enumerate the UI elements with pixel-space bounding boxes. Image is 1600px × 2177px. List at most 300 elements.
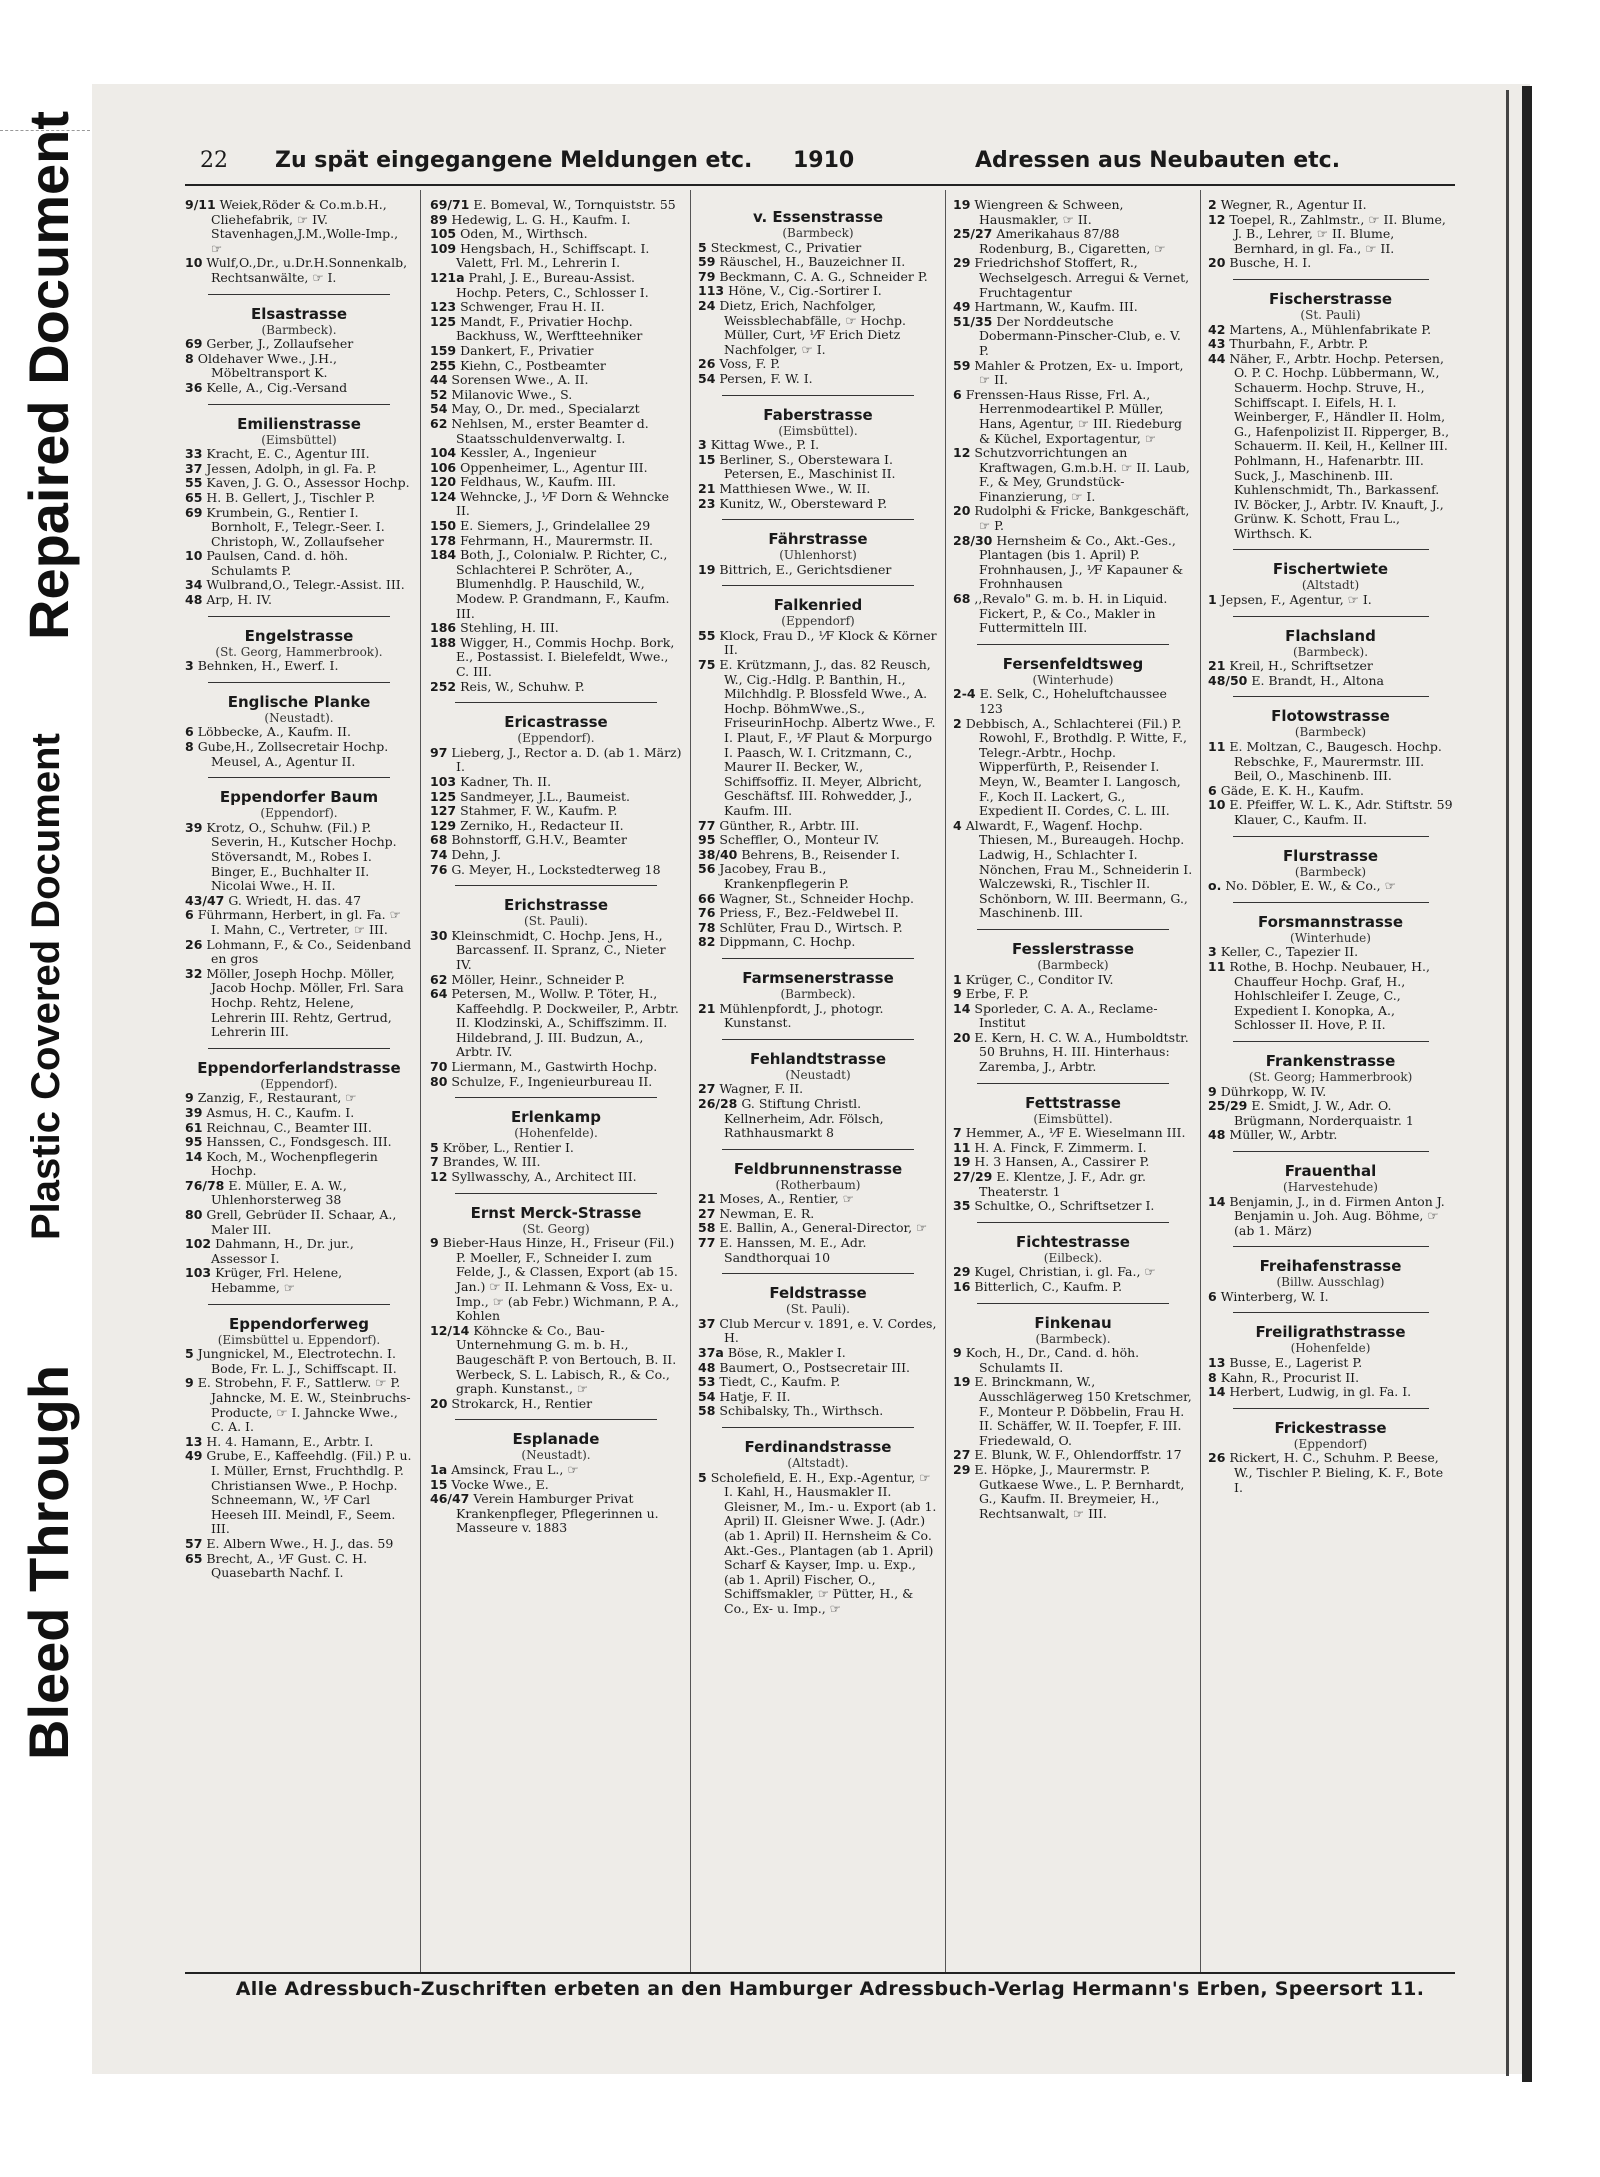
- address-entry: [1208, 1356, 1453, 1371]
- resident-text: Dührkopp, W. IV.: [1220, 1083, 1327, 1099]
- resident-text: E. Siemers, J., Grindelallee 29: [460, 518, 651, 534]
- section-rule: [208, 294, 390, 295]
- address-entry: [185, 908, 413, 937]
- address-entry: [185, 659, 413, 674]
- house-number: 3: [1208, 944, 1217, 960]
- house-number: 19: [953, 1374, 971, 1390]
- resident-text: Martens, A., Mühlenfabrikate P.: [1229, 321, 1432, 337]
- resident-text: Matthiesen Wwe., W. II.: [719, 480, 871, 496]
- house-number: 9: [953, 1345, 962, 1361]
- address-entry: [185, 352, 413, 381]
- address-entry: [185, 1376, 413, 1434]
- address-entry: [698, 1317, 938, 1346]
- house-number: 70: [430, 1059, 448, 1075]
- house-number: 58: [698, 1220, 716, 1236]
- resident-text: Koch, M., Wochenpflegerin Hochp.: [206, 1148, 378, 1179]
- street-heading: Emilienstrasse: [237, 414, 361, 433]
- house-number: 188: [430, 634, 457, 650]
- house-number: 5: [698, 239, 707, 255]
- resident-text: Reichnau, C., Beamter III.: [206, 1119, 372, 1135]
- address-entry: [698, 1002, 938, 1031]
- house-number: 184: [430, 547, 457, 563]
- house-number: 26: [1208, 1450, 1226, 1466]
- address-entry: [953, 446, 1193, 504]
- resident-text: Scheffler, O., Monteur IV.: [719, 832, 880, 848]
- address-entry: [1208, 659, 1453, 674]
- address-entry: [698, 1390, 938, 1405]
- resident-text: Hatje, F. II.: [719, 1388, 791, 1404]
- address-entry: [953, 300, 1193, 315]
- address-entry: [185, 1106, 413, 1121]
- address-entry: [430, 461, 682, 476]
- house-number: 9: [185, 1090, 194, 1106]
- district-label: (Altstadt): [1301, 578, 1360, 593]
- resident-text: Debbisch, A., Schlachterei (Fil.) P. Rowohl, F., Brothdlg. P. Witte, F., Telegr.-Arbtr., Hochp. Wipperfürth, P., Reisender I. Meyn, W., Beamter I. Langosch, F., Koch II. Lackert, G., Expedient II. Cordes, C. L. III.: [965, 715, 1188, 819]
- resident-text: Wigger, H., Commis Hochp. Bork, E., Postassist. I. Bielefeldt, Wwe., C. III.: [456, 634, 675, 679]
- house-number: 43: [1208, 336, 1226, 352]
- street-heading: Fährstrasse: [768, 530, 868, 549]
- house-number: o.: [1208, 878, 1222, 894]
- resident-text: Hartmann, W., Kaufm. III.: [974, 299, 1138, 315]
- house-number: 64: [430, 986, 448, 1002]
- address-entry: [953, 1448, 1193, 1463]
- resident-text: Nehlsen, M., erster Beamter d. Staatsschuldenverwaltg. I.: [451, 415, 649, 446]
- address-entry: [185, 1150, 413, 1179]
- house-number: 113: [698, 283, 725, 299]
- house-number: 6: [953, 386, 962, 402]
- address-entry: [185, 462, 413, 477]
- resident-text: Kaven, J. G. O., Assessor Hochp.: [206, 475, 410, 491]
- house-number: 10: [1208, 797, 1226, 813]
- resident-text: Gube,H., Zollsecretair Hochp. Meusel, A., Agentur II.: [197, 739, 389, 769]
- street-heading: Feldstrasse: [769, 1284, 867, 1303]
- street-heading: Falkenried: [773, 596, 863, 615]
- address-entry: [698, 438, 938, 453]
- address-entry: [430, 548, 682, 621]
- house-number: 97: [430, 744, 448, 760]
- address-entry: [698, 482, 938, 497]
- address-entry: [953, 1346, 1193, 1375]
- resident-text: Persen, F. W. I.: [719, 370, 813, 386]
- address-entry: [185, 1552, 413, 1581]
- address-entry: [185, 1135, 413, 1150]
- resident-text: Wiengreen & Schween, Hausmakler, ☞ II.: [974, 198, 1124, 227]
- resident-text: Lohmann, F., & Co., Seidenband en gros: [206, 936, 412, 967]
- resident-text: Näher, F., Arbtr. Hochp. Petersen, O. P. C. Hochp. Lübbermann, W., Schauerm. Hochp. Struve, H., Schiffscapt. I. Eifels, H. I. Weinberger, F., Händler II. Holm, G., Hafenpolizist II. Ripperger, B., Schauerm. II. Keil, H., Kellner III. Pohlmann, H., Hafenarbtr. III. Suck, J., Maschinenb. III. Kuhlenschmidt, Th., Barkassenf. IV. Böcker, J., Arbtr. IV. Knauft, J., Grünw. K. Schott, Frau L., Wirthsch. K.: [1229, 350, 1450, 541]
- district-label: (Barmbeck).: [780, 986, 856, 1001]
- resident-text: E. Strobehn, F. F., Sattlerw. ☞ P. Jahncke, M. E. W., Steinbruchs-Producte, ☞ I. Jahncke Wwe., C. A. I.: [197, 1375, 411, 1435]
- resident-text: Beckmann, C. A. G., Schneider P.: [719, 268, 928, 284]
- house-number: 74: [430, 846, 448, 862]
- resident-text: E. Brandt, H., Altona: [1251, 672, 1384, 688]
- house-number: 103: [185, 1265, 212, 1281]
- house-number: 12: [1208, 211, 1226, 227]
- plastic-covered-label: Plastic Covered Document: [24, 733, 68, 1240]
- address-entry: [430, 1170, 682, 1185]
- house-number: 15: [430, 1476, 448, 1492]
- house-number: 102: [185, 1236, 212, 1252]
- section-rule: [1233, 1151, 1429, 1152]
- house-number: 5: [185, 1346, 194, 1362]
- resident-text: E. Höpke, J., Maurermstr. P. Gutkaese Wwe., L. P. Bernhardt, G., Kaufm. II. Breymeier, H., Rechtsanwalt, ☞ III.: [974, 1461, 1185, 1521]
- house-number: 52: [430, 386, 448, 402]
- house-number: 20: [953, 1029, 971, 1045]
- address-entry: [698, 357, 938, 372]
- house-number: 6: [185, 907, 194, 923]
- address-entry: [1208, 1290, 1453, 1305]
- house-number: 79: [698, 268, 716, 284]
- resident-text: Schultke, O., Schriftsetzer I.: [974, 1198, 1155, 1214]
- address-entry: [430, 300, 682, 315]
- resident-text: Müller, W., Arbtr.: [1229, 1127, 1338, 1143]
- district-label: (Uhlenhorst): [779, 548, 857, 563]
- resident-text: E. Brinckmann, W., Ausschlägerweg 150 Kretschmer, F., Monteur P. Döbbelin, Frau H. II. Schäffer, W. II. Toepfer, F. III. Friedewald, O.: [974, 1374, 1192, 1448]
- house-number: 44: [430, 372, 448, 388]
- section-rule: [977, 1222, 1169, 1223]
- address-entry: [185, 1179, 413, 1208]
- address-entry: [698, 1471, 938, 1617]
- resident-text: Dehn, J.: [451, 846, 501, 862]
- district-label: (Eimsbüttel).: [778, 423, 858, 438]
- district-label: (Neustadt).: [264, 710, 334, 725]
- house-number: 57: [185, 1535, 203, 1551]
- house-number: 5: [698, 1469, 707, 1485]
- house-number: 29: [953, 1461, 971, 1477]
- header-rule: [185, 184, 1455, 186]
- district-label: (Eilbeck).: [1043, 1250, 1103, 1265]
- district-label: (Eimsbüttel u. Eppendorf).: [217, 1332, 381, 1347]
- street-heading: Finkenau: [1034, 1313, 1112, 1332]
- resident-text: Wegner, R., Agentur II.: [1220, 198, 1367, 212]
- address-entry: [1208, 352, 1453, 542]
- address-entry: [698, 563, 938, 578]
- resident-text: E. Smidt, J. W., Adr. O. Brügmann, Norderquaistr. 1: [1234, 1098, 1414, 1128]
- section-rule: [455, 702, 657, 703]
- house-number: 7: [953, 1125, 962, 1141]
- address-entry: [430, 1492, 682, 1536]
- house-number: 9: [185, 1375, 194, 1391]
- address-entry: [698, 848, 938, 863]
- resident-text: Kiehn, C., Postbeamter: [460, 357, 606, 373]
- section-rule: [977, 1083, 1169, 1084]
- address-entry: [430, 213, 682, 228]
- house-number: 9: [953, 986, 962, 1002]
- address-entry: [430, 929, 682, 973]
- address-entry: [430, 1060, 682, 1075]
- section-rule: [722, 1427, 914, 1428]
- resident-text: Kunitz, W., Obersteward P.: [719, 495, 888, 511]
- section-rule: [1233, 1312, 1429, 1313]
- address-entry: [430, 198, 682, 213]
- resident-text: E. Hanssen, M. E., Adr. Sandthorquai 10: [719, 1235, 867, 1265]
- address-entry: [1208, 213, 1453, 257]
- resident-text: Petersen, M., Wollw. P. Töter, H., Kaffeehdlg. P. Dockweiler, P., Arbtr. II. Klodzinski, A., Schiffszimm. II. Hildebrand, J. III. Budzun, A., Arbtr. IV.: [451, 986, 679, 1060]
- house-number: 9: [1208, 1083, 1217, 1099]
- resident-text: May, O., Dr. med., Specialarzt: [451, 401, 640, 417]
- resident-text: Rothe, B. Hochp. Neubauer, H., Chauffeur Hochp. Graf, H., Hohlschleifer I. Zeuge, C., Expedient I. Konopka, A., Schlosser II. Hove, P. II.: [1229, 958, 1431, 1033]
- house-number: 2: [1208, 198, 1217, 212]
- resident-text: Asmus, H. C., Kaufm. I.: [206, 1104, 355, 1120]
- section-rule: [208, 777, 390, 778]
- resident-text: Kadner, Th. II.: [460, 773, 552, 789]
- house-number: 26: [185, 936, 203, 952]
- district-label: (Barmbeck).: [1035, 1331, 1111, 1346]
- address-entry: [698, 935, 938, 950]
- resident-text: Lieberg, J., Rector a. D. (ab 1. März) I.: [451, 744, 682, 775]
- resident-text: Schwenger, Frau H. II.: [460, 299, 605, 315]
- resident-text: E. Müller, E. A. W., Uhlenhorsterweg 38: [211, 1177, 347, 1208]
- resident-text: Stehling, H. III.: [460, 620, 559, 636]
- house-number: 26: [698, 356, 716, 372]
- resident-text: Bitterlich, C., Kaufm. P.: [974, 1279, 1123, 1294]
- resident-text: Club Mercur v. 1891, e. V. Cordes, H.: [719, 1315, 937, 1346]
- house-number: 53: [698, 1374, 716, 1390]
- resident-text: H. A. Finck, F. Zimmerm. I.: [974, 1139, 1147, 1155]
- house-number: 11: [1208, 739, 1226, 755]
- street-heading: Fersenfeldtsweg: [1002, 654, 1144, 673]
- house-number: 24: [698, 297, 716, 313]
- resident-text: Koch, H., Dr., Cand. d. höh. Schulamts II.: [965, 1345, 1140, 1375]
- bleed-through-label: Bleed Through: [17, 1364, 80, 1760]
- address-entry: [185, 1537, 413, 1552]
- resident-text: Vocke Wwe., E.: [451, 1476, 549, 1492]
- resident-text: Gerber, J., Zollaufseher: [206, 336, 354, 352]
- address-entry: [953, 687, 1193, 716]
- address-entry: [1208, 337, 1453, 352]
- district-label: (Neustadt): [785, 1067, 851, 1082]
- resident-text: Fehrmann, H., Maurermstr. II.: [460, 532, 654, 548]
- district-label: (Eppendorf).: [517, 731, 595, 746]
- house-number: 109: [430, 240, 457, 256]
- address-entry: [185, 256, 413, 285]
- address-entry: [1208, 593, 1453, 608]
- address-entry: [430, 1324, 682, 1397]
- house-number: 125: [430, 788, 457, 804]
- address-entry: [698, 862, 938, 891]
- house-number: 68: [953, 591, 971, 607]
- district-label: (Barmbeck).: [261, 322, 337, 337]
- address-entry: [430, 1397, 682, 1412]
- resident-text: Günther, R., Arbtr. III.: [719, 817, 860, 833]
- column-divider: [1200, 190, 1201, 1972]
- page-edge-mark: [0, 130, 90, 131]
- resident-text: Kreil, H., Schriftsetzer: [1229, 658, 1373, 674]
- house-number: 69/71: [430, 198, 470, 212]
- address-entry: [698, 1404, 938, 1419]
- address-entry: [430, 388, 682, 403]
- district-label: (Barmbeck): [1294, 864, 1367, 879]
- house-number: 8: [1208, 1369, 1217, 1385]
- address-entry: [430, 475, 682, 490]
- address-entry: [430, 1478, 682, 1493]
- address-entry: [698, 1346, 938, 1361]
- resident-text: Hernsheim & Co., Akt.-Ges., Plantagen (bis 1. April) P. Frohnhausen, J., ⅟F Kapauner & Frohnhausen: [979, 532, 1184, 592]
- house-number: 54: [430, 401, 448, 417]
- house-number: 14: [1208, 1384, 1226, 1400]
- resident-text: Oppenheimer, L., Agentur III.: [460, 459, 648, 475]
- resident-text: Köhncke & Co., Bau-Unternehmung G. m. b. H., Baugeschäft P. von Bertouch, B. II. Werbeck, S. L. Labisch, R., & Co., graph. Kunstanst., ☞: [456, 1322, 677, 1397]
- scan-annotation-sidebar: [0, 0, 88, 2177]
- house-number: 6: [1208, 1288, 1217, 1304]
- address-entry: [953, 1199, 1193, 1214]
- house-number: 21: [698, 1191, 716, 1207]
- address-entry: [430, 534, 682, 549]
- house-number: 19: [953, 198, 971, 212]
- resident-text: H. B. Gellert, J., Tischler P.: [206, 489, 376, 505]
- district-label: (Eppendorf).: [260, 1076, 338, 1091]
- street-heading: Englische Planke: [227, 692, 371, 711]
- page-header: [185, 148, 1455, 182]
- house-number: 3: [698, 437, 707, 453]
- house-number: 62: [430, 971, 448, 987]
- house-number: 121a: [430, 269, 465, 285]
- district-label: (Harvestehude): [1283, 1179, 1378, 1194]
- address-entry: [1208, 1128, 1453, 1143]
- house-number: 29: [953, 1264, 971, 1280]
- house-number: 27: [953, 1447, 971, 1463]
- house-number: 159: [430, 342, 457, 358]
- house-number: 15: [698, 451, 716, 467]
- section-rule: [722, 1273, 914, 1274]
- section-rule: [455, 1193, 657, 1194]
- house-number: 58: [698, 1403, 716, 1419]
- house-number: 27: [698, 1205, 716, 1221]
- address-entry: [430, 973, 682, 988]
- directory-column-3: [698, 198, 938, 1968]
- page-footer: Alle Adressbuch-Zuschriften erbeten an den Hamburger Adressbuch-Verlag Hermann's Erben, Speersort 11.: [235, 1978, 1425, 2000]
- resident-text: Toepel, R., Zahlmstr., ☞ II. Blume, J. B., Lehrer, ☞ II. Blume, Bernhard, in gl. Fa., ☞ II.: [1229, 211, 1446, 256]
- resident-text: Krotz, O., Schuhw. (Fil.) P. Severin, H., Kutscher Hochp. Stöversandt, M., Robes I. Binger, E., Buchhalter II. Nicolai Wwe., H. II.: [206, 819, 397, 894]
- address-entry: [953, 1280, 1193, 1295]
- address-entry: [430, 1155, 682, 1170]
- house-number: 104: [430, 445, 457, 461]
- district-label: (Eppendorf): [1293, 1436, 1368, 1451]
- address-entry: [185, 506, 413, 550]
- street-heading: Eppendorfer Baum: [219, 788, 379, 807]
- address-entry: [430, 1141, 682, 1156]
- resident-text: Berliner, S., Oberstewara I. Petersen, E., Maschinist II.: [719, 451, 896, 482]
- district-label: (Hohenfelde): [1290, 1341, 1371, 1356]
- resident-text: E. Ballin, A., General-Director, ☞: [719, 1220, 928, 1236]
- street-heading: Frickestrasse: [1274, 1418, 1387, 1437]
- house-number: 55: [698, 627, 716, 643]
- house-number: 28/30: [953, 532, 993, 548]
- house-number: 62: [430, 415, 448, 431]
- house-number: 19: [698, 561, 716, 577]
- resident-text: Mahler & Protzen, Ex- u. Import, ☞ II.: [974, 357, 1184, 388]
- resident-text: E. Selk, C., Hoheluftchaussee 123: [979, 686, 1167, 716]
- street-heading: Esplanade: [512, 1430, 600, 1449]
- resident-text: Brecht, A., ⅟F Gust. C. H. Quasebarth Nachf. I.: [206, 1550, 368, 1581]
- house-number: 8: [185, 739, 194, 755]
- resident-text: H. 3 Hansen, A., Cassirer P.: [974, 1154, 1150, 1170]
- house-number: 34: [185, 577, 203, 593]
- section-rule: [1233, 1246, 1429, 1247]
- resident-text: Thurbahn, F., Arbtr. P.: [1229, 336, 1369, 352]
- resident-text: Schulze, F., Ingenieurbureau II.: [451, 1073, 653, 1089]
- resident-text: G. Meyer, H., Lockstedterweg 18: [451, 861, 661, 877]
- house-number: 14: [1208, 1193, 1226, 1209]
- house-number: 32: [185, 965, 203, 981]
- house-number: 33: [185, 446, 203, 462]
- address-entry: [698, 1192, 938, 1207]
- house-number: 37: [185, 460, 203, 476]
- address-entry: [1208, 256, 1453, 271]
- resident-text: Behrens, B., Reisender I.: [741, 846, 900, 862]
- street-heading: Fichtestrasse: [1016, 1232, 1130, 1251]
- house-number: 89: [430, 211, 448, 227]
- street-heading: Engelstrasse: [244, 626, 354, 645]
- street-heading: Freiligrathstrasse: [1255, 1323, 1406, 1342]
- street-heading: Freihafenstrasse: [1259, 1257, 1402, 1276]
- address-entry: [185, 447, 413, 462]
- house-number: 9/11: [185, 198, 216, 212]
- address-entry: [953, 388, 1193, 446]
- directory-column-2: [430, 198, 682, 1968]
- resident-text: Bohnstorff, G.H.V., Beamter: [451, 832, 627, 848]
- section-rule: [1233, 836, 1429, 837]
- address-entry: [430, 819, 682, 834]
- column-divider: [420, 190, 421, 1972]
- resident-text: Möller, Heinr., Schneider P.: [451, 971, 625, 987]
- address-entry: [698, 1361, 938, 1376]
- street-heading: Fischerstrasse: [1268, 289, 1393, 308]
- address-entry: [185, 578, 413, 593]
- address-entry: [185, 1208, 413, 1237]
- resident-text: Kessler, A., Ingenieur: [460, 445, 597, 461]
- resident-text: Friedrichshof Stoffert, R., Wechselgesch. Arregui & Vernet, Fruchtagentur: [974, 255, 1190, 300]
- house-number: 27: [698, 1081, 716, 1097]
- house-number: 54: [698, 1388, 716, 1404]
- address-entry: [430, 775, 682, 790]
- district-label: (Winterhude): [1290, 930, 1371, 945]
- resident-text: Kleinschmidt, C. Hochp. Jens, H., Barcassenf. II. Spranz, C., Nieter IV.: [451, 927, 666, 972]
- resident-text: Stahmer, F. W., Kaufm. P.: [460, 803, 618, 819]
- address-entry: [185, 938, 413, 967]
- resident-text: G. Wriedt, H. das. 47: [228, 892, 362, 908]
- resident-text: Räuschel, H., Bauzeichner II.: [719, 254, 906, 270]
- resident-text: Keller, C., Tapezier II.: [1220, 944, 1359, 960]
- header-year: 1910: [793, 148, 855, 173]
- resident-text: Höne, V., Cig.-Sortirer I.: [728, 283, 882, 299]
- house-number: 95: [698, 832, 716, 848]
- address-entry: [185, 1347, 413, 1376]
- street-heading: Ericastrasse: [504, 713, 608, 732]
- address-entry: [185, 821, 413, 894]
- directory-column-4: [953, 198, 1193, 1968]
- address-entry: [953, 717, 1193, 819]
- address-entry: [953, 315, 1193, 359]
- address-entry: [430, 848, 682, 863]
- resident-text: Busse, E., Lagerist P.: [1229, 1355, 1363, 1371]
- address-entry: [185, 967, 413, 1040]
- house-number: 59: [698, 254, 716, 270]
- address-entry: [953, 973, 1193, 988]
- house-number: 46/47: [430, 1491, 470, 1507]
- resident-text: E. Krützmann, J., das. 82 Reusch, W., Cig.-Hdlg. P. Banthin, H., Milchhdlg. P. Blossfeld Wwe., A. Hochp. BöhmWwe.,S., FriseurinHochp. Albertz Wwe., F. I. Plaut, F., ⅟F Plaut & Morpurgo I. Paasch, W. I. Critzmann, C., Maurer II. Becker, W., Schiffsoffiz. II. Meyer, Albricht, Geschäftsf. III. Rohwedder, J., Kaufm. III.: [719, 657, 936, 818]
- street-heading: Flachsland: [1285, 626, 1376, 645]
- house-number: 49: [953, 299, 971, 315]
- address-entry: [953, 1126, 1193, 1141]
- section-rule: [208, 616, 390, 617]
- address-entry: [430, 804, 682, 819]
- resident-text: Grube, E., Kaffeehdlg. (Fil.) P. u. I. Müller, Ernst, Fruchthdlg. P. Christiansen Wwe., P. Hochp. Schneemann, W., ⅟F Carl Heeseh III. Meindl, F., Seem. III.: [206, 1448, 412, 1537]
- resident-text: Sandmeyer, J.L., Baumeist.: [460, 788, 631, 804]
- resident-text: Syllwasschy, A., Architect III.: [451, 1169, 637, 1185]
- house-number: 48: [185, 592, 203, 608]
- address-entry: [430, 833, 682, 848]
- resident-text: Hedewig, L. G. H., Kaufm. I.: [451, 211, 631, 227]
